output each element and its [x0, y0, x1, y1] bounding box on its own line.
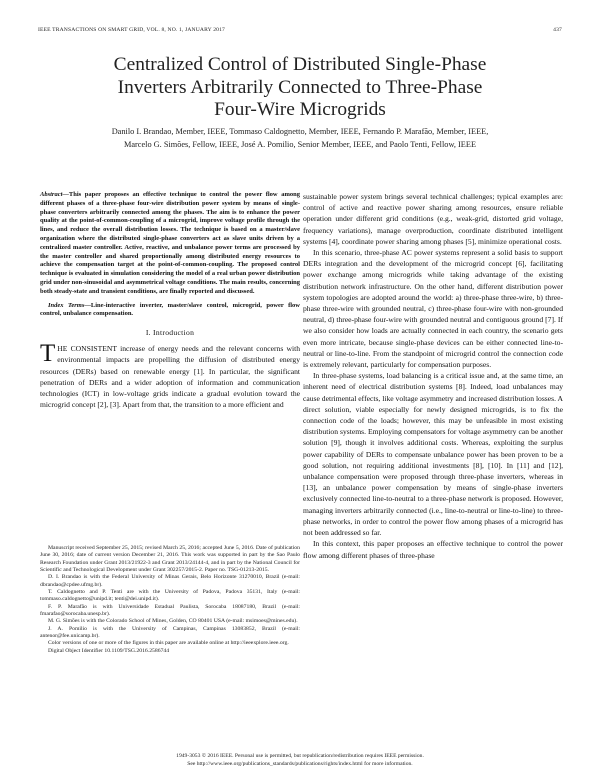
- footnote: D. I. Brandao is with the Federal University of Minas Gerais, Belo Horizonte 31270010, Brazil (e-mail: dbrandao@cpdee.ufmg.br).: [40, 574, 300, 588]
- author-line: Danilo I. Brandao, Member, IEEE, Tommaso Caldognetto, Member, IEEE, Fernando P. Marafão, Member, IEEE,: [111, 127, 489, 136]
- footnotes: [40, 545, 300, 655]
- body-paragraph: In this scenario, three-phase AC power systems represent a solid basis to support DERs integration and the development of the microgrid concept [6], facilitating power exchange among microgrids while taking advantage of the existing distribution network infrastructure. On the other hand, different distribution power system topologies are adopted around the world: a) three-phase three-wire, b) three-phase three-wire with grounded neutral, c) three-phase four-wire with non-grounded neutral, d) three-phase four-wire with grounded neutral and contiguous ground [7]. If we also consider how loads are actually connected in each country, the scenario gets even more intricate, because single-phase devices can be either connected line-to-neutral or line-to-line. From the standpoint of microgrid control the connection code is extremely relevant, particularly for compensation purposes.: [303, 248, 563, 370]
- footnote: J. A. Pomilio is with the University of Campinas, Campinas 13083852, Brazil (e-mail: antenor@fee.unicamp.br).: [40, 625, 300, 640]
- copyright-footer: [40, 752, 560, 768]
- author-line: Marcelo G. Simões, Fellow, IEEE, José A. Pomilio, Senior Member, IEEE, and Paolo Tenti, Fellow, IEEE: [123, 140, 477, 149]
- rights-link[interactable]: See http://www.ieee.org/publications_standards/publications/rights/index.html for more information.: [187, 761, 413, 767]
- abstract: [40, 191, 300, 297]
- running-header: [38, 27, 562, 37]
- abstract-text: This paper proposes an effective technique to control the power flow among different phases of a three-phase four-wire distribution power system by means of single-phase converters arbitrarily connected among the phases. The aim is to enhance the power quality at the point-of-common-coupling of a microgrid, improve voltage profile through the lines, and reduce the overall distribution losses. The technique is based on a master/slave organization where the distributed single-phase converters act as slave units driven by a centralized master controller. Active, reactive, and unbalance power terms are processed by the master controller and shared proportionally among distributed energy resources to achieve the compensation target at the point-of-common-coupling. The proposed control technique is evaluated in simulation considering the model of a real urban power distribution grid under non-sinusoidal and asymmetrical voltage conditions. The main results, concerning both steady-state and transient conditions, are finally reported and discussed.: [40, 191, 300, 295]
- footnote: M. G. Simões is with the Colorado School of Mines, Golden, CO 80401 USA (e-mail: msimoes@mines.edu).: [48, 618, 298, 625]
- right-column: [303, 191, 563, 561]
- page-number: 437: [553, 27, 562, 33]
- intro-paragraph: [40, 340, 300, 410]
- journal-name: IEEE TRANSACTIONS ON SMART GRID, VOL. 8, NO. 1, JANUARY 2017: [38, 27, 225, 33]
- index-terms: [40, 302, 300, 320]
- footnote: T. Caldognetto and P. Tenti are with the University of Padova, Padova 35131, Italy (e-mail: tommaso.caldognetto@unipd.it; tenti@dei.unipd.it).: [40, 589, 300, 603]
- intro-lead: HE CONSISTENT: [57, 344, 117, 354]
- index-terms-text: Line-interactive inverter, master/slave control, microgrid, power flow control, unbalance compensation.: [40, 301, 300, 318]
- section-heading: I. Introduction: [145, 328, 195, 338]
- footnote: F. P. Marafão is with Universidade Estadual Paulista, Sorocaba 18087180, Brazil (e-mail: fmarafao@sorocaba.unesp.br).: [40, 603, 300, 618]
- intro-text: increase of energy needs and the relevant concerns with environmental impacts are propelling the diffusion of distributed energy resources (DERs) based on renewable energy [1]. In particular, the significant penetration of DERs and a wider adoption of information and communication technologies (ICT) in low-voltage grids indicate a gradual evolution toward the microgrid concept [2], [3]. Apart from that, the transition to a more efficient and: [40, 344, 300, 410]
- index-terms-label: Index Terms—: [48, 301, 91, 309]
- body-paragraph: In three-phase systems, load balancing is a critical issue and, at the same time, an inherent need of electrical distribution systems [8]. Indeed, load unbalances may cause detrimental effects, like voltage asymmetry and increased distribution losses. A direct solution, viable especially for newly designed microgrids, is to fix the connection code of the loads; however, this may be unfeasible in most existing distribution systems. Employing compensators for voltage asymmetry can be another solution [9], though it involves additional costs. Whereas, exploiting the surplus power capability of DERs to compensate unbalance power has been proven to be a good solution, not requiring additional investments [8], [10]. In [11] and [12], unbalance compensation were proposed through three-phase inverters, whereas in [13], an unbalance power compensation by means of single-phase inverters exclusively connected line-to-neutral to a three-phase network is proposed. However, managing inverters arbitrarily connected (i.e., line-to-neutral or line-to-line) to three-phase networks, in order to control the power flow among phases of a microgrid has not been addressed so far.: [303, 371, 563, 538]
- author-list: [40, 125, 560, 151]
- footnote: Digital Object Identifier 10.1109/TSG.2016.2586744: [48, 647, 170, 654]
- drop-cap: T: [40, 340, 56, 368]
- body-paragraph: In this context, this paper proposes an effective technique to control the power flow among different phases of three-phase: [303, 539, 563, 560]
- body-paragraph: sustainable power system brings several technical challenges; typical examples are: control of active and reactive power sharing among resources, ensure reliable operation under different grid conditions (e.g., weak-grid, distorted grid voltage, frequency variations), manage overproduction, coordinate distributed intelligent systems [4], coordinate power sharing among phases [5], minimize operational costs.: [303, 192, 563, 246]
- title-line: Inverters Arbitrarily Connected to Three-Phase: [117, 76, 483, 98]
- footnote: Manuscript received September 25, 2015; revised March 25, 2016; accepted June 5, 2016. Date of publication June 30, 2016; date of current version December 21, 2016. This work was supported in part by the Sao Paulo Research Foundation under Grant 2013/21922-3 and Grant 2013/24144-4, and in part by the National Council for Scientific and Technological Development under Grant 302257/2015-2. Paper no. TSG-01213-2015.: [40, 545, 300, 574]
- copyright-line: 1949-3053 © 2016 IEEE. Personal use is permitted, but republication/redistribution requires IEEE permission.: [176, 753, 424, 759]
- title-line: Four-Wire Microgrids: [214, 99, 386, 120]
- title-line: Centralized Control of Distributed Single-Phase: [113, 54, 487, 75]
- paper-title: [40, 54, 560, 122]
- abstract-label: Abstract—: [40, 191, 69, 198]
- footnote: Color versions of one or more of the figures in this paper are available online at http://ieeexplore.ieee.org.: [48, 640, 289, 647]
- left-column: [40, 191, 300, 410]
